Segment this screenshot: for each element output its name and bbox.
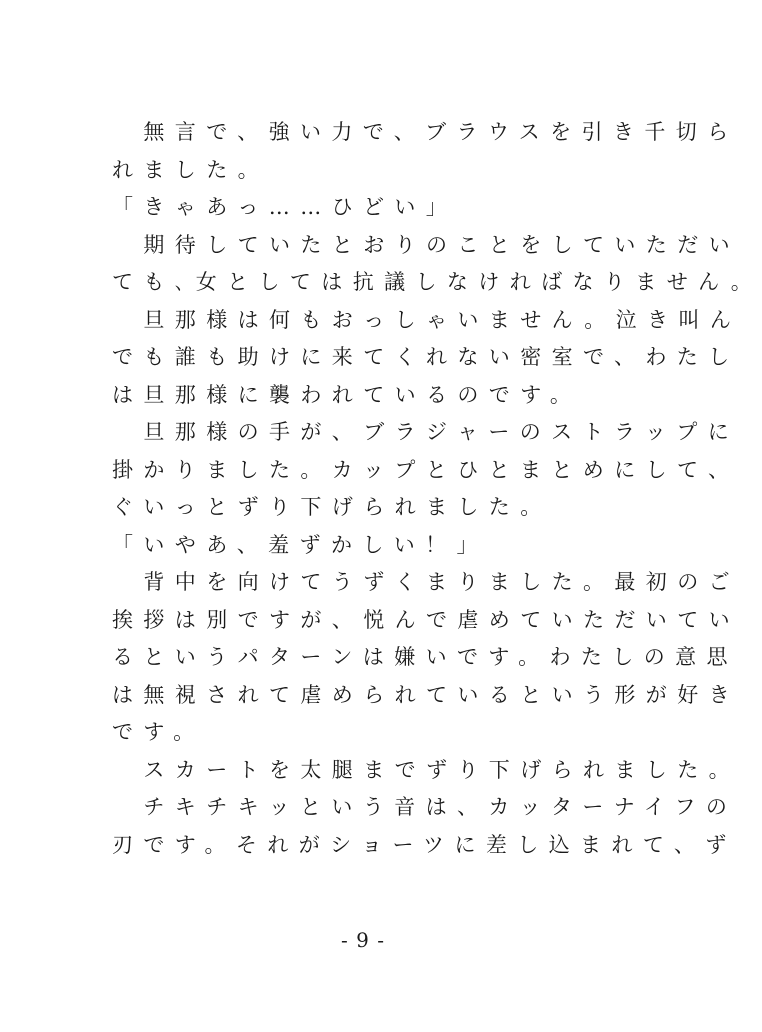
page-number: - 9 - (341, 928, 385, 952)
text-line: るというパターンは嫌いです。わたしの意思 (112, 645, 738, 669)
text-line: は無視されて虐められているという形が好き (112, 682, 740, 707)
text-line: 無言で、強い力で、ブラウスを引き千切ら (112, 120, 739, 144)
text-line: チキチキッという音は、カッターナイフの (112, 795, 738, 819)
text-line: 旦那様の手が、ブラジャーのストラップに (112, 420, 740, 444)
text-line: 掛かりました。カップとひとまとめにして、 (112, 457, 740, 482)
text-line: れました。 (112, 157, 269, 182)
text-line: 期待していたとおりのことをしていただい (112, 232, 740, 257)
text-line: 挨拶は別ですが、悦んで虐めていただいてい (112, 607, 740, 632)
text-line: 「いやあ、羞ずかしい！」 (112, 532, 488, 557)
body-text (112, 114, 762, 864)
text-line: ても､女としては抗議しなければなりません。 (112, 270, 762, 294)
text-line: ぐいっとずり下げられました。 (112, 495, 552, 519)
text-line: です。 (112, 720, 205, 744)
text-line: でも誰も助けに来てくれない密室で、わたし (112, 345, 740, 369)
text-line: 旦那様は何もおっしゃいません。泣き叫ん (112, 307, 742, 332)
text-line: スカートを太腿までずり下げられました。 (112, 757, 740, 782)
text-line: 刃です。それがショーツに差し込まれて、ず (112, 832, 737, 857)
text-line: 「きゃあっ……ひどい」 (112, 195, 458, 219)
text-line: は旦那様に襲われているのです。 (112, 382, 582, 407)
text-line: 背中を向けてうずくまりました。最初のご (112, 570, 740, 594)
